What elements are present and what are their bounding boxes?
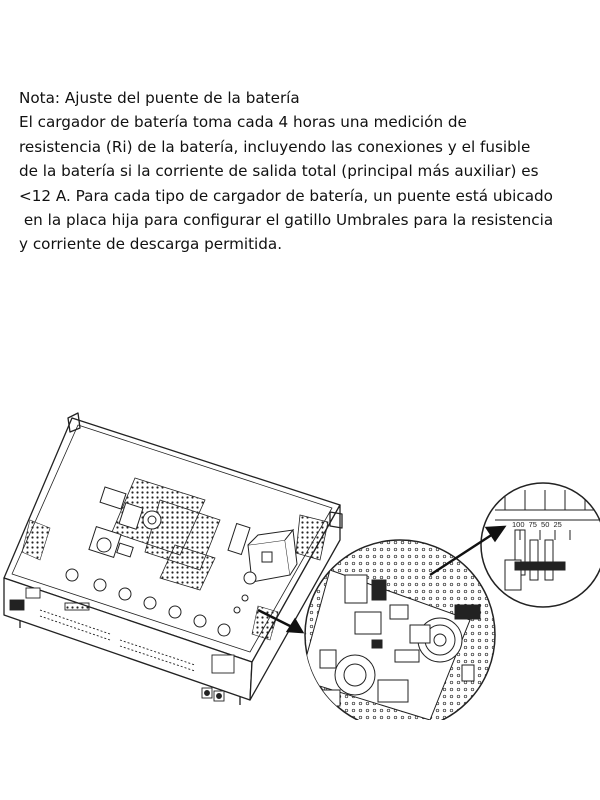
jumper-scale-labels: 100 75 50 25 [512,520,562,529]
note-title: Nota: Ajuste del puente de la batería [19,89,300,107]
note-line: <12 A. Para cada tipo de cargador de batería, un puente está ubicado [19,186,553,205]
jumper-detail-circle [481,483,600,607]
note-line: y corriente de descarga permitida. [19,235,283,254]
battery-jumper-note [19,86,597,257]
note-line: El cargador de batería toma cada 4 horas una medición de [19,113,467,132]
note-line: de la batería si la corriente de salida total (principal más auxiliar) es [19,162,539,181]
note-line: resistencia (Ri) de la batería, incluyendo las conexiones y el fusible [19,137,531,156]
note-line: en la placa hija para configurar el gatillo Umbrales para la resistencia [19,211,554,230]
zoom-detail-circle [300,540,500,720]
charger-jumper-illustration [0,400,600,720]
